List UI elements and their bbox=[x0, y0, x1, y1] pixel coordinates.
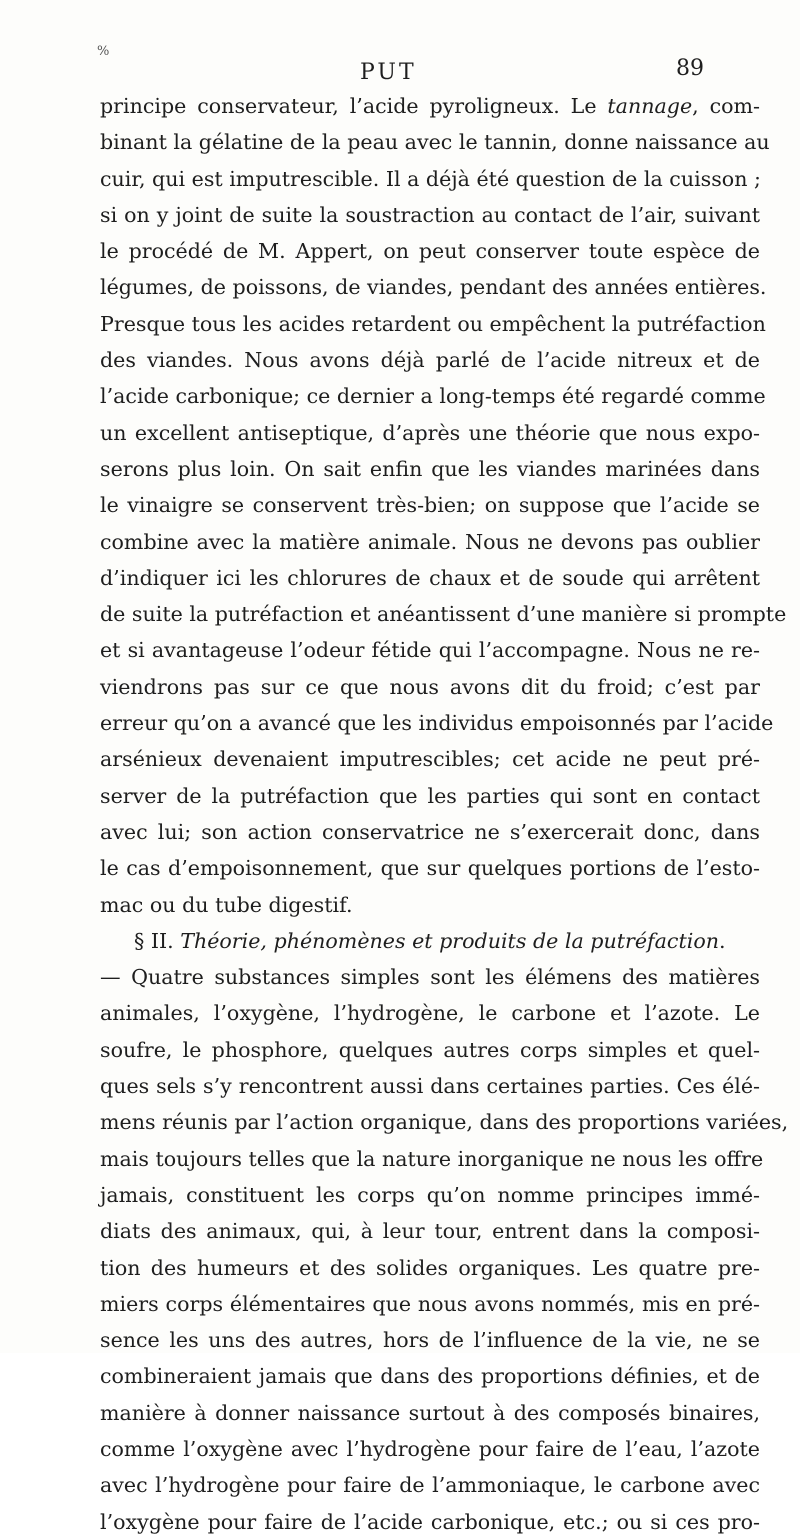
text-line: comme l’oxygène avec l’hydrogène pour faire de l’eau, l’azote bbox=[100, 1436, 760, 1461]
text-line: — Quatre substances simples sont les élémens des matières bbox=[100, 965, 760, 990]
text-line: binant la gélatine de la peau avec le tannin, donne naissance au bbox=[100, 130, 770, 155]
text-line: mens réunis par l’action organique, dans des proportions variées, bbox=[100, 1110, 789, 1135]
text-line: jamais, constituent les corps qu’on nomme principes immé- bbox=[100, 1182, 760, 1207]
text-line: si on y joint de suite la soustraction au contact de l’air, suivant bbox=[100, 202, 760, 227]
text-line: animales, l’oxygène, l’hydrogène, le carbone et l’azote. Le bbox=[100, 1001, 760, 1026]
text-line: tion des humeurs et des solides organiques. Les quatre pre- bbox=[100, 1255, 760, 1280]
text-line: serons plus loin. On sait enfin que les viandes marinées dans bbox=[100, 456, 760, 481]
text-line: soufre, le phosphore, quelques autres corps simples et quel- bbox=[100, 1037, 760, 1062]
text-line: combine avec la matière animale. Nous ne devons pas oublier bbox=[100, 529, 760, 554]
text-line: miers corps élémentaires que nous avons nommés, mis en pré- bbox=[100, 1291, 760, 1316]
text-line: l’oxygène pour faire de l’acide carbonique, etc.; ou si ces pro- bbox=[100, 1509, 760, 1534]
text-line: légumes, de poissons, de viandes, pendant des années entières. bbox=[100, 275, 767, 300]
italic-text: Théorie, phénomènes et produits de la putréfaction bbox=[180, 928, 719, 953]
text-line: et si avantageuse l’odeur fétide qui l’accompagne. Nous ne re- bbox=[100, 638, 760, 663]
text-line: avec lui; son action conservatrice ne s’exercerait donc, dans bbox=[100, 819, 760, 844]
text-line: arsénieux devenaient imputrescibles; cet acide ne peut pré- bbox=[100, 747, 760, 772]
text-line: le procédé de M. Appert, on peut conserver toute espèce de bbox=[100, 239, 760, 264]
text-line: § II. Théorie, phénomènes et produits de la putréfaction. bbox=[134, 928, 726, 953]
text-line: sence les uns des autres, hors de l’influence de la vie, ne se bbox=[100, 1328, 760, 1353]
text-line: le vinaigre se conservent très-bien; on suppose que l’acide se bbox=[100, 493, 760, 518]
text-line: de suite la putréfaction et anéantissent d’une manière si prompte bbox=[100, 602, 787, 627]
text-line: diats des animaux, qui, à leur tour, entrent dans la composi- bbox=[100, 1219, 760, 1244]
text-line: ques sels s’y rencontrent aussi dans certaines parties. Ces élé- bbox=[100, 1074, 760, 1099]
text-line: principe conservateur, l’acide pyroligneux. Le tannage, com- bbox=[100, 94, 760, 118]
running-head: PUT bbox=[360, 60, 417, 85]
text-line: avec l’hydrogène pour faire de l’ammoniaque, le carbone avec bbox=[100, 1473, 760, 1498]
text-line: combineraient jamais que dans des proportions définies, et de bbox=[100, 1364, 760, 1389]
text-line: cuir, qui est imputrescible. Il a déjà été question de la cuisson ; bbox=[100, 166, 761, 191]
text-line: d’indiquer ici les chlorures de chaux et de soude qui arrêtent bbox=[100, 565, 760, 590]
text-line: l’acide carbonique; ce dernier a long-temps été regardé comme bbox=[100, 384, 766, 409]
text-line: le cas d’empoisonnement, que sur quelques portions de l’esto- bbox=[100, 856, 760, 881]
text-line: Presque tous les acides retardent ou empêchent la putréfaction bbox=[100, 311, 766, 336]
page-number: 89 bbox=[676, 56, 704, 81]
body-text bbox=[100, 88, 789, 1540]
text-line: mac ou du tube digestif. bbox=[100, 892, 353, 917]
text-line: viendrons pas sur ce que nous avons dit du froid; c’est par bbox=[100, 674, 760, 699]
italic-text: tannage bbox=[607, 94, 693, 118]
printer-mark: % bbox=[97, 44, 110, 59]
text-line: erreur qu’on a avancé que les individus empoisonnés par l’acide bbox=[100, 711, 774, 736]
text-line: un excellent antiseptique, d’après une théorie que nous expo- bbox=[100, 420, 760, 445]
text-line: mais toujours telles que la nature inorganique ne nous les offre bbox=[100, 1146, 764, 1171]
text-line: manière à donner naissance surtout à des composés binaires, bbox=[100, 1400, 760, 1425]
text-line: server de la putréfaction que les parties qui sont en contact bbox=[100, 783, 760, 808]
text-line: des viandes. Nous avons déjà parlé de l’acide nitreux et de bbox=[100, 348, 760, 373]
